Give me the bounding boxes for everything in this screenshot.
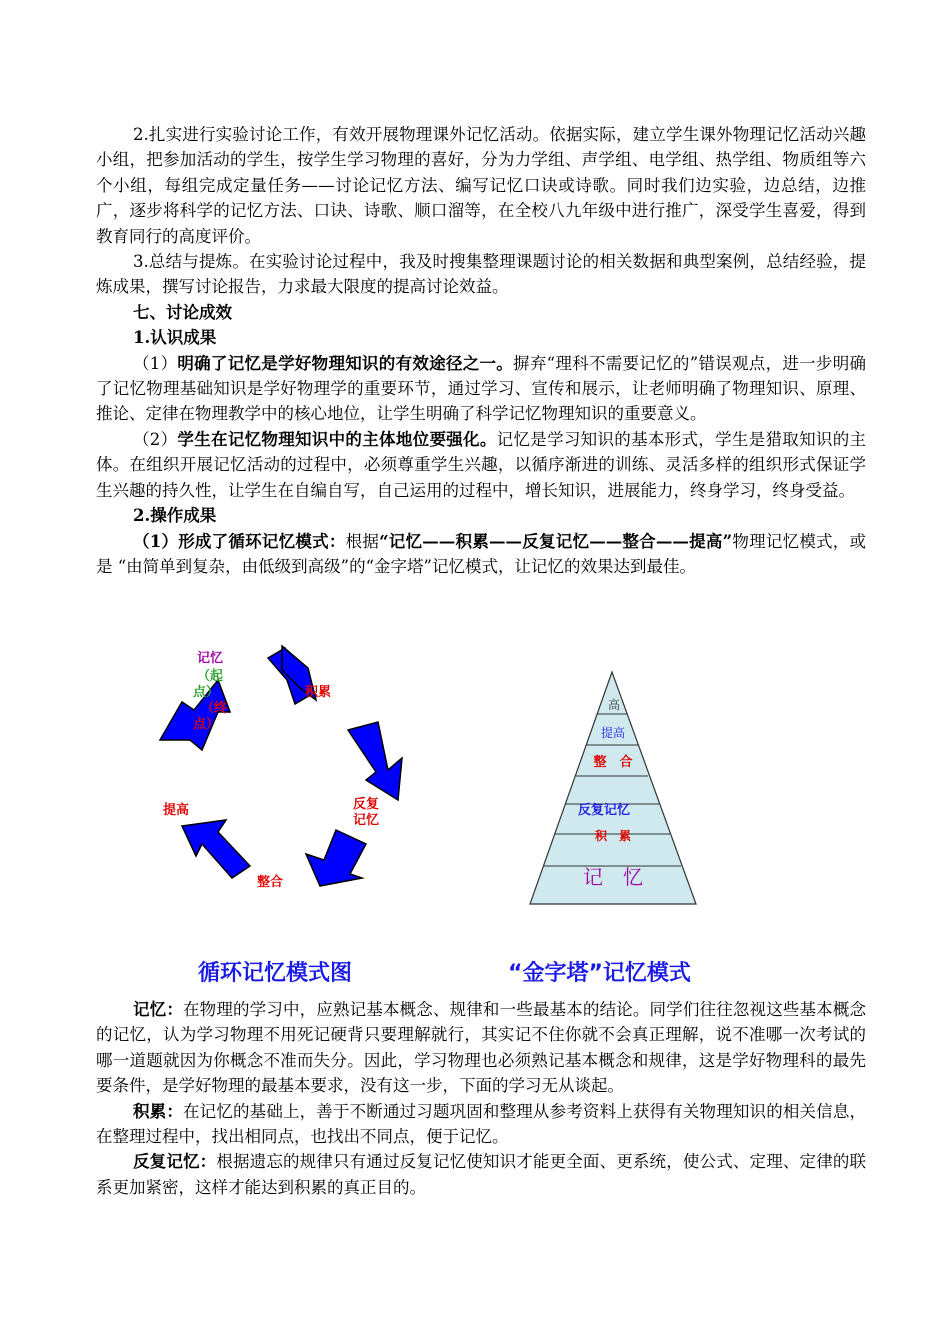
cycle-node-end-line2: 点）	[192, 717, 220, 732]
statement-connector: 根据	[345, 531, 380, 551]
pyramid-level-improve: 提高	[600, 726, 626, 740]
cycle-node-memory: 记忆	[196, 651, 224, 666]
bold-statement: 明确了记忆是学好物理知识的有效途径之一。	[177, 353, 514, 373]
cycle-arrow-bottom-icon	[306, 830, 366, 886]
cycle-arrow-bottom-left-icon	[182, 820, 250, 878]
bottom-text-section	[96, 997, 866, 1200]
item-number: （1）	[133, 353, 178, 373]
paragraph-cognition-1	[96, 351, 866, 427]
bold-statement: （1）形成了循环记忆模式：	[133, 531, 346, 551]
term-description: 在物理的学习中，应熟记基本概念、规律和一些最基本的结论。同学们往往忽视这些基本概念的记忆，认为学习物理不用死记硬背只要理解就行，其实记不住你就不会真正理解，说不准哪一次考试的哪一道题就因为你概念不准而失分。因此，学习物理也必须熟记基本概念和规律，这是学好物理科的最先要条件，是学好物理的最基本要求，没有这一步，下面的学习无从谈起。	[96, 1000, 867, 1096]
cycle-memory-diagram	[140, 640, 440, 900]
paragraph-summary: 3.总结与提炼。在实验讨论过程中，我及时搜集整理课题讨论的相关数据和典型案例，总结经验，提炼成果，撰写讨论报告，力求最大限度的提高讨论效益。	[96, 252, 866, 297]
pyramid-level-repeat: 反复记忆	[577, 803, 631, 818]
cycle-node-improve: 提高	[162, 803, 190, 818]
statement-body: 摒弃“理科不需要记忆的”错误观点，进一步明确了记忆物理基础知识是学好物理学的重要环节，通过学习、宣传和展示，让老师明确了物理知识、原理、推论、定律在物理教学中的核心地位，让学生明确了科学记忆物理知识的重要意义。	[96, 353, 867, 424]
heading-results: 七、讨论成效	[133, 302, 232, 322]
paragraph-cognition-2	[96, 427, 866, 503]
pyramid-diagram-caption: “金字塔”记忆模式	[508, 961, 691, 986]
pyramid-level-accumulate: 积 累	[594, 829, 632, 843]
cycle-node-integrate: 整合	[256, 875, 284, 890]
paragraph-repeat-memory	[96, 1149, 866, 1200]
pyramid-memory-diagram	[520, 664, 710, 914]
pyramid-level-memory: 记 忆	[583, 865, 643, 889]
term-description: 在记忆的基础上，善于不断通过习题巩固和整理从参考资料上获得有关物理知识的相关信息，在整理过程中，找出相同点，也找出不同点，便于记忆。	[96, 1101, 867, 1147]
pyramid-level-top: 高	[607, 698, 621, 712]
statement-body: 记忆是学习知识的基本形式，学生是猎取知识的主体。在组织开展记忆活动的过程中，必须尊重学生兴趣，以循序渐进的训练、灵活多样的组织形式保证学生兴趣的持久性，让学生在自编自写，自己运用的过程中，增长知识，进展能力，终身学习，终身受益。	[96, 429, 867, 500]
cycle-node-accumulate: 积累	[304, 685, 332, 700]
term-label: 记忆：	[133, 1000, 183, 1019]
term-label: 积累：	[133, 1101, 183, 1121]
bold-statement: 学生在记忆物理知识中的主体地位要强化。	[177, 429, 497, 449]
paragraph-cycle-mode	[96, 529, 866, 580]
pyramid-level-integrate: 整 合	[593, 755, 633, 770]
paragraph-memory	[96, 997, 866, 1099]
cycle-node-repeat-line1: 反复	[352, 797, 380, 812]
heading-cognitive-results: 1.认识成果	[133, 328, 217, 348]
bold-mode-sequence: “记忆——积累——反复记忆——整合——提高”	[379, 531, 733, 551]
paragraph-experiment: 2.扎实进行实验讨论工作，有效开展物理课外记忆活动。依据实际，建立学生课外物理记忆活动兴趣小组，把参加活动的学生，按学生学习物理的喜好，分为力学组、声学组、电学组、热学组、物质组等六个小组，每组完成定量任务——讨论记忆方法、编写记忆口诀或诗歌。同时我们边实验，边总结，边推广，逐步将科学的记忆方法、口诀、诗歌、顺口溜等，在全校八九年级中进行推广，深受学生喜爱，得到教育同行的高度评价。	[96, 125, 866, 246]
statement-body: 物理记忆模式，或是 “由简单到复杂，由低级到高级”的“金字塔”记忆模式，让记忆的效果达到最佳。	[96, 531, 867, 576]
cycle-node-start-line1: （起	[196, 669, 224, 684]
item-number: （2）	[133, 429, 178, 449]
cycle-node-end-line1: （终	[200, 701, 228, 716]
term-description: 根据遗忘的规律只有通过反复记忆使知识才能更全面、更系统，使公式、定理、定律的联系更加紧密，这样才能达到积累的真正目的。	[96, 1152, 867, 1197]
cycle-diagram-caption: 循环记忆模式图	[198, 961, 353, 986]
term-label: 反复记忆：	[133, 1152, 217, 1172]
heading-operation-results: 2.操作成果	[133, 506, 217, 526]
paragraph-accumulate	[96, 1099, 866, 1150]
cycle-node-repeat-line2: 记忆	[352, 813, 380, 828]
top-text-section	[96, 122, 866, 579]
cycle-node-start-line2: 点）	[192, 685, 220, 700]
cycle-arrow-right-icon	[348, 722, 402, 800]
